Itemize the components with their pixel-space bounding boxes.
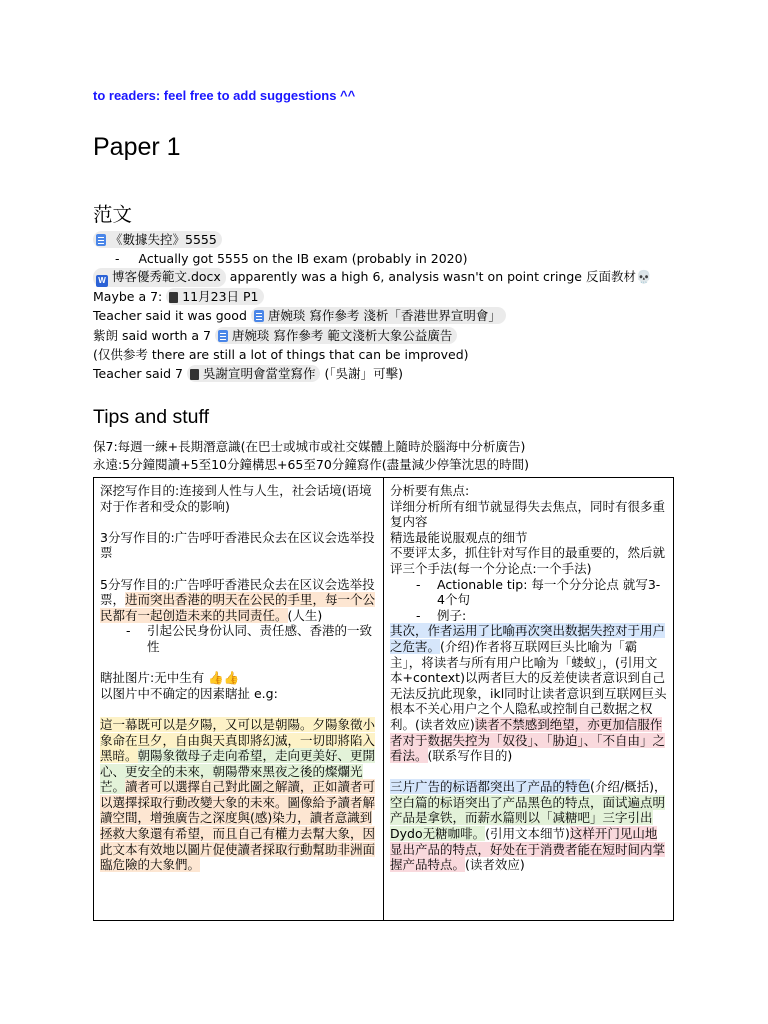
fanwen-line-7: Teacher said 7 吳謝宣明會當堂寫作 (「吳謝」可擊) <box>93 366 403 381</box>
thumbs-up-emoji: 👍👍 <box>208 670 240 686</box>
google-doc-icon <box>218 330 228 342</box>
heading-tips: Tips and stuff <box>93 406 209 428</box>
left-example: 這一幕既可以是夕陽，又可以是朝陽。夕陽象徵小象命在旦夕，自由與天真即將幻滅，一切即將陷入黑暗。朝陽象徵母子走向希望，走向更美好、更開心、更安全的未來，朝陽帶來黑夜之後的燦爛光芒。讀者可以選擇自己對此圖之解讀，正如讀者可以選擇採取行動改變大象的未來。圖像給予讀者解讀空間，增強廣告之深度與(感)染力，讀者意識到拯救大象還有希望，而且自己有權力去幫大象，因此文本有效地以圖片促使讀者採取行動幫助非洲面臨危險的大象們。 <box>100 716 376 873</box>
right-p2: 详细分析所有细节就显得失去焦点，同时有很多重复内容 <box>390 498 666 530</box>
word-file-icon: W <box>96 275 108 287</box>
heading-fanwen: 范文 <box>93 204 133 226</box>
tips-table <box>93 477 674 921</box>
skull-emoji: 💀 <box>635 269 652 284</box>
fanwen-bullet-1: - Actually got 5555 on the IB exam (probably in 2020) <box>115 251 468 266</box>
fanwen-line-5: 紫朗 said worth a 7 唐婉琰 寫作參考 範文淺析大象公益廣告 <box>93 327 457 345</box>
google-doc-icon <box>254 310 264 322</box>
file-icon <box>190 369 199 380</box>
left-p3: 5分写作目的:广告呼吁香港民众去在区议会选举投票，进而突出香港的明天在公民的手里，每一个公民都有一起创造未来的共同责任。(人生) <box>100 576 376 623</box>
tips-intro-1: 保7:每週一練+長期潛意識(在巴士或城市或社交媒體上隨時於腦海中分析廣告) <box>93 439 526 454</box>
left-p5: 以图片中不确定的因素瞎扯 e.g: <box>100 685 278 701</box>
google-doc-icon <box>96 234 106 246</box>
right-bullet-2: - 例子: <box>416 607 467 623</box>
right-p1: 分析要有焦点: <box>390 483 470 498</box>
file-chip-classwriting[interactable]: 吳謝宣明會當堂寫作 <box>187 365 321 382</box>
tips-intro-2: 永遠:5分鐘閱讀+5至10分鐘構思+65至70分鐘寫作(盡量減少停筆沈思的時間) <box>93 457 530 472</box>
left-p4: 瞎扯图片:无中生有 👍👍 <box>100 670 240 686</box>
right-p4: 不要评太多，抓住针对写作目的最重要的，然后就评三个手法(每一个分论点:一个手法) <box>390 545 666 576</box>
right-example-1: 其次，作者运用了比喻再次突出数据失控对于用户之危害。(介绍)作者将互联网巨头比喻为「霸主」，将读者与所有用户比喻为「蝼蚁」，(引用文本+context)以两者巨大的反差使读者意识到自己无法反抗此现象，ikl同时让读者意识到互联网巨头根本不关心用户之个人隐私或控制自己数据之权利。(读者效应)读者不禁感到绝望，亦更加信服作者对于数据失控为「奴役」、「胁迫」、「不自由」之看法。(联系写作目的) <box>390 623 667 764</box>
right-p3: 精选最能说服观点的细节 <box>390 529 528 545</box>
doc-chip-worldvision[interactable]: 唐婉琰 寫作參考 淺析「香港世界宣明會」 <box>251 307 506 324</box>
doc-chip-shuju[interactable]: 《數據失控》5555 <box>93 231 222 248</box>
file-chip-nov23[interactable]: 11月23日 P1 <box>166 288 263 305</box>
left-p1: 深挖写作目的:连接到人性与人生，社会话境(语境对于作者和受众的影响) <box>100 483 372 514</box>
tips-right-cell <box>384 478 674 921</box>
fanwen-line-6: (仅供参考 there are still a lot of things that can be improved) <box>93 347 469 362</box>
page-title: Paper 1 <box>93 133 181 161</box>
docx-chip-blog[interactable]: W 博客優秀範文.docx <box>93 268 226 287</box>
bullet-dash: - <box>115 251 120 266</box>
left-bullet: - 引起公民身份认同、责任感、香港的一致性 <box>126 623 373 654</box>
right-example-2: 三片广告的标语都突出了产品的特色(介绍/概括)，空白篇的标语突出了产品黑色的特点，面试遍点明产品是拿铁，而薪水篇则以「减糖吧」三字引出Dydo无糖咖啡。(引用文本细节)这样开门见山地显出产品的特点，好处在于消费者能在短时间内掌握产品特点。(读者效应) <box>390 779 667 873</box>
fanwen-line-1 <box>93 231 222 249</box>
file-icon <box>169 292 178 303</box>
tips-left-cell <box>94 478 384 921</box>
doc-chip-elephant[interactable]: 唐婉琰 寫作參考 範文淺析大象公益廣告 <box>215 327 457 344</box>
fanwen-line-3: Maybe a 7: 11月23日 P1 <box>93 288 264 306</box>
readers-note: to readers: feel free to add suggestions ^^ <box>93 88 356 103</box>
left-p2: 3分写作目的:广告呼吁香港民众去在区议会选举投票 <box>100 529 375 561</box>
right-bullet-1: - Actionable tip: 每一个分分论点 就写3-4个句 <box>416 576 661 608</box>
fanwen-line-4: Teacher said it was good 唐婉琰 寫作參考 淺析「香港世界宣明會」 <box>93 307 506 325</box>
fanwen-line-2: W 博客優秀範文.docx apparently was a high 6, analysis wasn't on point cringe 反面教材💀 <box>93 268 652 287</box>
